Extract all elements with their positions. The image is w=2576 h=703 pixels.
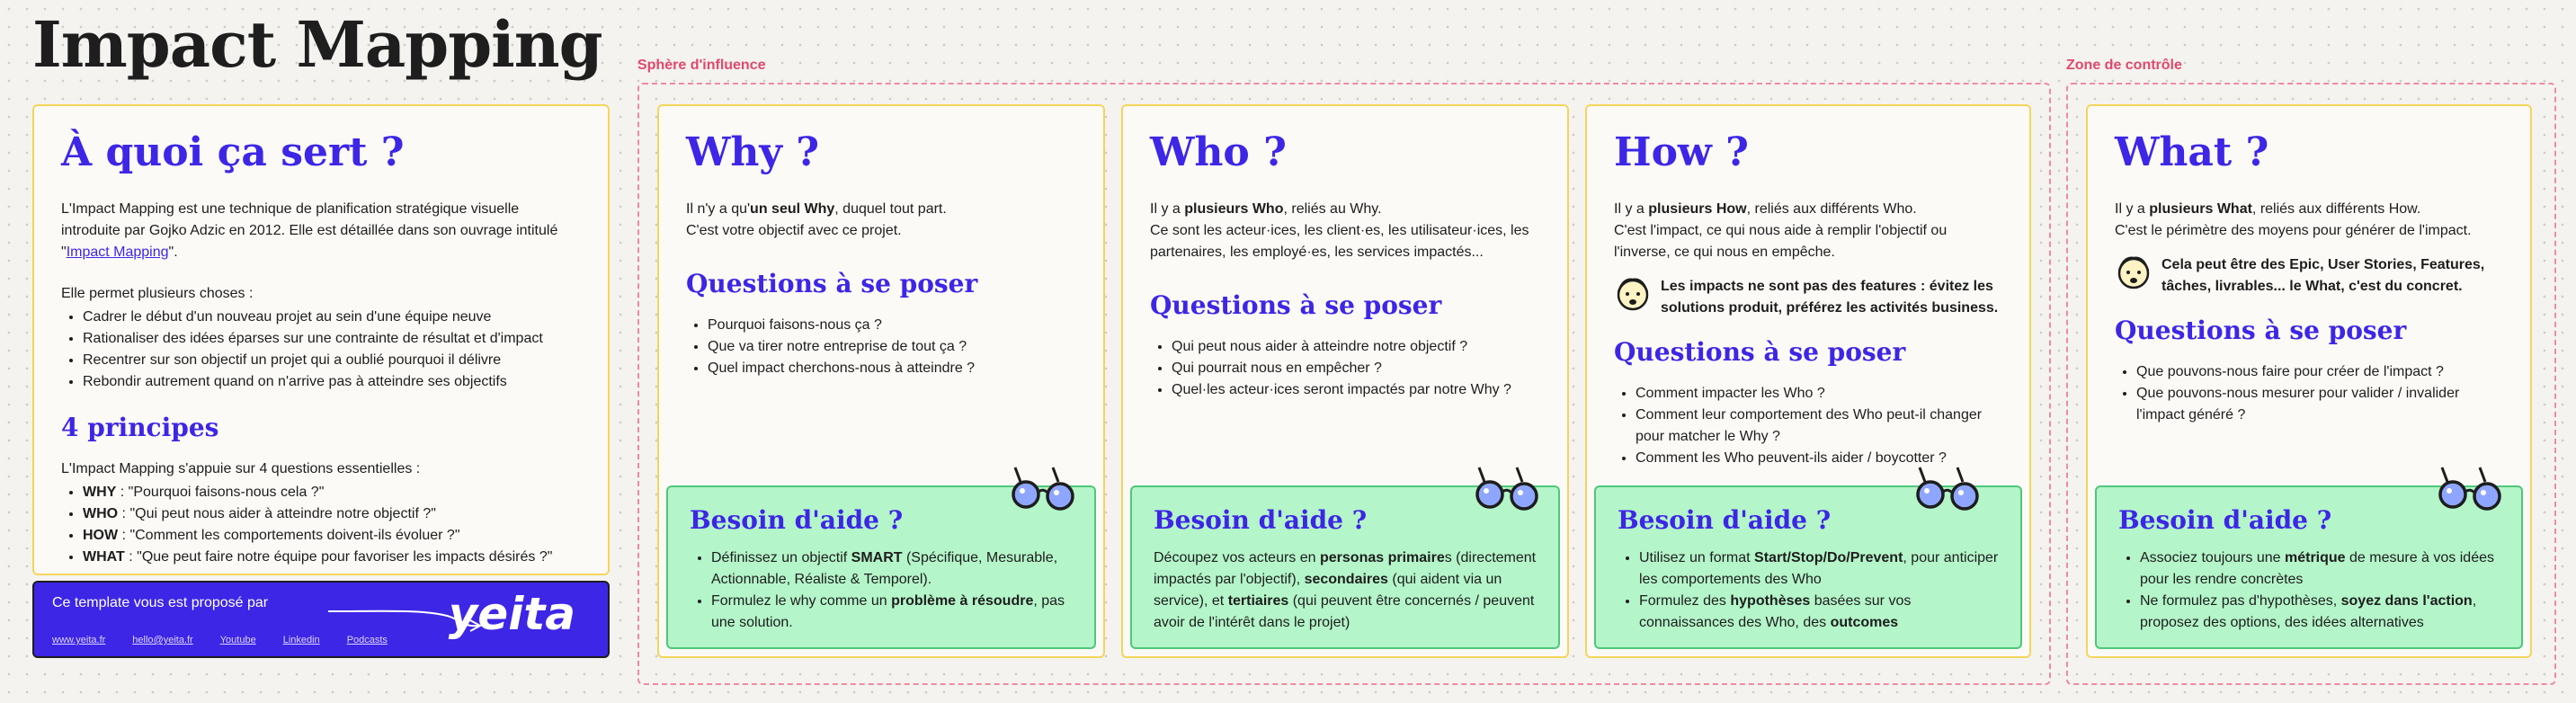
list-item [711,591,1073,634]
how-callout [1614,276,2002,319]
why-questions-title: Questions à se poser [686,269,978,298]
promo-links [52,635,388,645]
glasses-icon [1472,462,1544,516]
promo-banner [32,581,610,658]
principle-key: WHO [83,506,119,521]
how-help-list [1618,547,1999,634]
why-title: Why ? [686,129,820,175]
why-card [657,104,1105,658]
what-help-list [2118,547,2500,634]
principle-key: WHAT [83,549,125,565]
text: Il y a [1150,201,1185,217]
list-item: • Quel impact cherchons-nous à atteindre ? [708,358,1076,379]
text: Découpez vos acteurs en [1154,550,1320,565]
principle-key: WHY [83,485,117,500]
principle-text: : "Que peut faire notre équipe pour favoriser les impacts désirés ?" [124,549,553,565]
glasses-icon [1912,462,1984,516]
list-item: • Cadrer le début d'un nouveau projet au sein d'une équipe neuve [83,307,581,328]
what-title: What ? [2115,129,2269,175]
text: Formulez le why comme un [711,593,892,609]
text: Associez toujours une [2140,550,2285,565]
what-help-title: Besoin d'aide ? [2118,505,2332,535]
text: , proposez des options, des idées alternatives [2140,593,2477,630]
how-line1 [1614,199,2002,220]
how-title: How ? [1614,129,1749,175]
control-zone-label: Zone de contrôle [2066,58,2182,73]
list-item: • Qui pourrait nous en empêcher ? [1172,358,1540,379]
text-bold: plusieurs Who [1184,201,1284,217]
text: Utilisez un format [1639,550,1755,565]
uses-list [61,307,581,393]
text: , pas une solution. [711,593,1065,630]
link-linkedin[interactable]: Linkedin [282,635,320,645]
text: , pour anticiper les comportements des Who [1639,550,1999,587]
what-questions [2115,361,2503,426]
how-help-box [1594,485,2022,649]
list-item: • Rationaliser des idées éparses sur une contrainte de résultat et d'impact [83,328,581,350]
text: , duquel tout part. [834,201,947,217]
who-questions [1150,336,1540,401]
text-bold: plusieurs How [1648,201,1747,217]
page-title: Impact Mapping [32,7,602,82]
text: Il y a [2115,201,2150,217]
text-bold: Start/Stop/Do/Prevent [1754,550,1903,565]
why-questions [686,315,1076,379]
text-bold: SMART [851,550,903,565]
link-youtube[interactable]: Youtube [219,635,256,645]
how-card [1585,104,2031,658]
why-help-title: Besoin d'aide ? [690,505,904,535]
list-item [1639,547,1999,591]
influence-zone-label: Sphère d'influence [637,58,766,73]
list-item [83,525,581,547]
text: s (directement impactés par l'objectif), [1154,550,1537,587]
what-callout-text: Cela peut être des Epic, User Stories, Features, tâches, livrables... le What, c'est du concret. [2162,257,2485,294]
glasses-icon [2435,462,2507,516]
text: basées sur vos connaissances des Who, des [1639,593,1912,630]
text-bold: plusieurs What [2149,201,2252,217]
text-bold: un seul Why [750,201,835,217]
intro-title: À quoi ça sert ? [61,129,405,175]
who-card [1121,104,1569,658]
how-questions [1614,383,2002,469]
who-questions-title: Questions à se poser [1150,290,1442,320]
text-bold: tertiaires [1227,593,1289,609]
text: , reliés aux différents Who. [1746,201,1917,217]
list-item: • Que va tirer notre entreprise de tout ça ? [708,336,1076,358]
text-bold: secondaires [1304,572,1388,587]
list-item [2140,547,2500,591]
list-item: • Rebondir autrement quand on n'arrive pas à atteindre ses objectifs [83,371,581,393]
what-callout [2115,254,2503,298]
principles-intro: L'Impact Mapping s'appuie sur 4 questions essentielles : [61,461,421,476]
promo-text: Ce template vous est proposé par [52,595,269,610]
text: , reliés aux différents How. [2251,201,2421,217]
text-bold: métrique [2284,550,2346,565]
what-line2: C'est le périmètre des moyens pour générer de l'impact. [2115,223,2472,238]
text: de mesure à vos idées pour les rendre concrètes [2140,550,2494,587]
intro-card [32,104,610,575]
text-bold: soyez dans l'action [2340,593,2473,609]
how-line2: C'est l'impact, ce qui nous aide à remplir l'objectif ou l'inverse, ce qui nous en empêche. [1614,223,1948,260]
list-item: • Recentrer sur son objectif un projet qui a oublié pourquoi il délivre [83,350,581,371]
principle-text: : "Qui peut nous aider à atteindre notre objectif ?" [118,506,436,521]
list-item [83,482,581,503]
who-help-box [1130,485,1560,649]
principle-text: : "Comment les comportements doivent-ils évoluer ?" [118,528,460,543]
list-item: • Quel·les acteur·ices seront impactés par notre Why ? [1172,379,1540,401]
face-icon [1614,276,1652,312]
principle-text: : "Pourquoi faisons-nous cela ?" [116,485,325,500]
why-help-list [690,547,1073,634]
who-help-title: Besoin d'aide ? [1154,505,1368,535]
who-help-text [1154,547,1537,634]
intro-paragraph [61,199,581,263]
intro-text: L'Impact Mapping est une technique de planification stratégique visuelle introduite par Gojko Adzic en 2012. Elle est détaillée dans son ouvrage intitulé " [61,201,558,260]
text: Ne formulez pas d'hypothèses, [2140,593,2341,609]
text-bold: personas primaire [1320,550,1445,565]
who-line1 [1150,199,1540,220]
glasses-icon [1008,462,1080,516]
principle-key: HOW [83,528,119,543]
why-line2: C'est votre objectif avec ce projet. [686,223,902,238]
what-help-box [2095,485,2523,649]
text-bold: problème à résoudre [891,593,1034,609]
list-item: • Comment impacter les Who ? [1636,383,2002,405]
list-item: • Comment les Who peuvent-ils aider / boycotter ? [1636,448,2002,469]
how-help-title: Besoin d'aide ? [1618,505,1832,535]
how-callout-text: Les impacts ne sont pas des features : évitez les solutions produit, préférez les activités business. [1661,279,1999,316]
impact-mapping-link[interactable]: Impact Mapping [66,245,169,260]
text: (qui aident via un service), et [1154,572,1502,609]
text: Il y a [1614,201,1649,217]
list-item: • Que pouvons-nous mesurer pour valider / invalider l'impact généré ? [2136,383,2503,426]
link-podcasts[interactable]: Podcasts [346,635,388,645]
why-help-box [666,485,1096,649]
what-card [2086,104,2532,658]
text-bold: hypothèses [1730,593,1811,609]
text: Il n'y a qu' [686,201,751,217]
who-title: Who ? [1150,129,1287,175]
uses-intro: Elle permet plusieurs choses : [61,286,254,301]
list-item: • Pourquoi faisons-nous ça ? [708,315,1076,336]
list-item [1639,591,1999,634]
link-website[interactable]: www.yeita.fr [52,635,106,645]
principles-title: 4 principes [61,413,219,442]
link-email[interactable]: hello@yeita.fr [132,635,193,645]
list-item: • Qui peut nous aider à atteindre notre objectif ? [1172,336,1540,358]
what-questions-title: Questions à se poser [2115,316,2407,345]
text-bold: outcomes [1830,615,1899,630]
text: Définissez un objectif [711,550,851,565]
text: (Spécifique, Mesurable, Actionnable, Réaliste & Temporel). [711,550,1058,587]
text: , reliés au Why. [1283,201,1382,217]
yeita-logo: yeita [448,588,575,640]
what-line1 [2115,199,2503,220]
list-item: • Comment leur comportement des Who peut-il changer pour matcher le Why ? [1636,405,2002,448]
how-questions-title: Questions à se poser [1614,337,1906,367]
face-icon [2115,254,2153,290]
list-item [83,503,581,525]
list-item: • Que pouvons-nous faire pour créer de l'impact ? [2136,361,2503,383]
text: (qui peuvent être concernés / peuvent avoir de l'intérêt dans le projet) [1154,593,1535,630]
list-item [2140,591,2500,634]
why-line1 [686,199,1076,220]
text: Formulez des [1639,593,1731,609]
list-item [83,547,581,568]
who-line2: Ce sont les acteur·ices, les client·es, les utilisateur·ices, les partenaires, les employé·es, les services impactés... [1150,223,1529,260]
principles-list [61,482,581,568]
list-item [711,547,1073,591]
intro-text-end: ". [168,245,178,260]
